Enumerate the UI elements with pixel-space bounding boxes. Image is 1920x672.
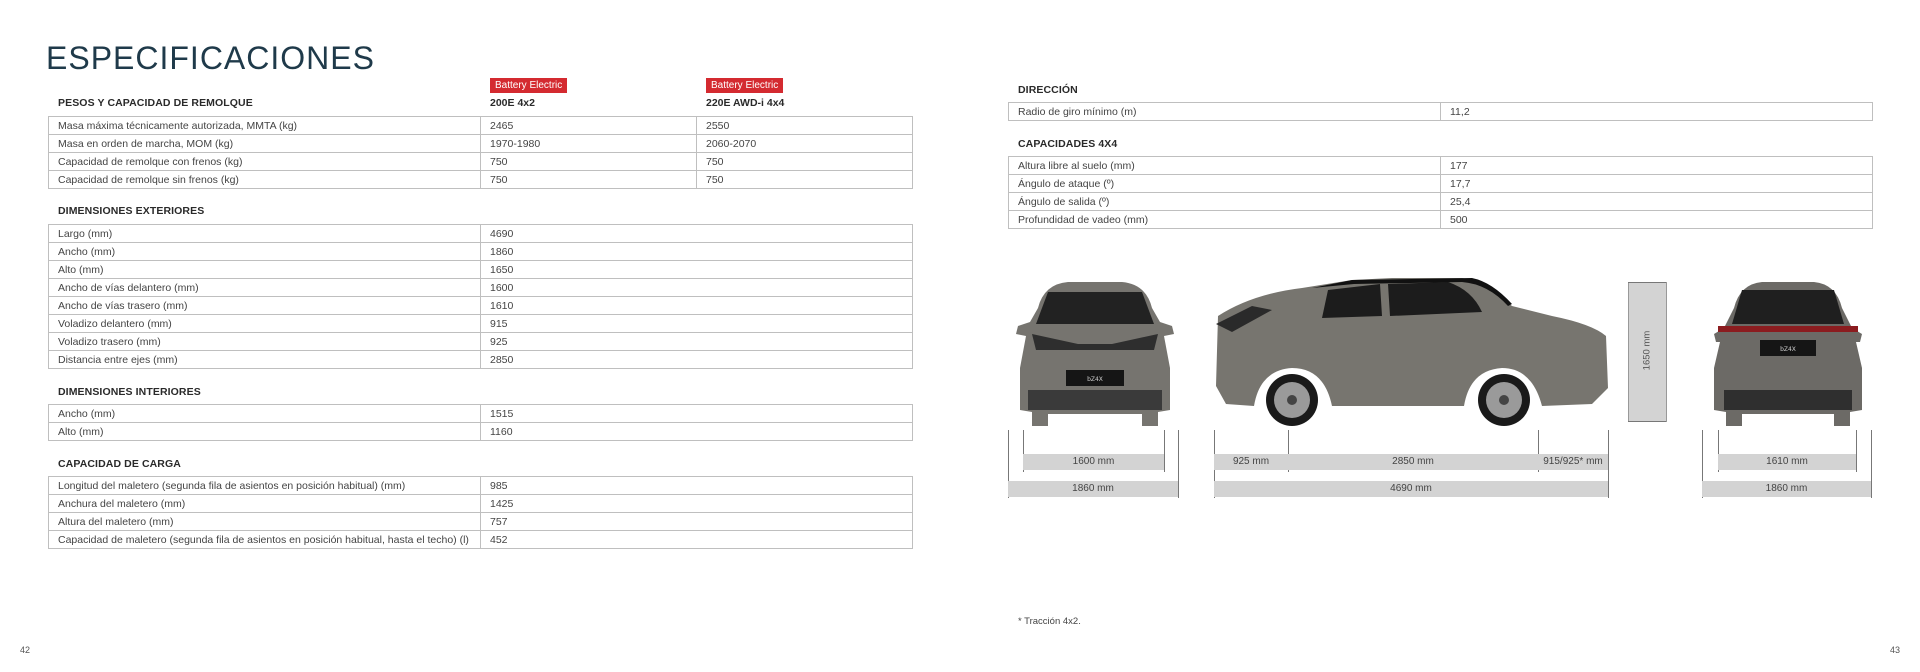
- table-row: Ancho de vías trasero (mm) 1610: [49, 297, 913, 315]
- pesos-table: [48, 116, 913, 189]
- front-model-badge: bZ4X: [1087, 376, 1103, 383]
- table-row: Ancho (mm) 1515: [49, 405, 913, 423]
- section-interiores-title: DIMENSIONES INTERIORES: [58, 386, 201, 398]
- car-side-view: [1212, 276, 1612, 426]
- car-front-view: [1008, 278, 1182, 428]
- table-row: Capacidad de maletero (segunda fila de asientos en posición habitual, hasta el techo) (l) 452: [49, 531, 913, 549]
- table-row: Ancho de vías delantero (mm) 1600: [49, 279, 913, 297]
- table-row: Distancia entre ejes (mm) 2850: [49, 351, 913, 369]
- table-row: Ángulo de ataque (º) 17,7: [1009, 175, 1873, 193]
- interiores-table: [48, 404, 913, 441]
- height-line-right: [1666, 282, 1667, 422]
- table-row: Voladizo delantero (mm) 915: [49, 315, 913, 333]
- page-number-right: 43: [1889, 645, 1900, 655]
- column-220e: 220E AWD-i 4x4: [706, 97, 785, 109]
- height-label: 1650 mm: [1641, 330, 1653, 371]
- page-title: ESPECIFICACIONES: [46, 40, 375, 76]
- battery-electric-badge-2: Battery Electric: [706, 78, 783, 93]
- page-number-left: 42: [20, 645, 31, 655]
- section-exteriores-title: DIMENSIONES EXTERIORES: [58, 205, 205, 217]
- column-200e: 200E 4x2: [490, 97, 535, 109]
- front-overhang-label: 925 mm: [1232, 456, 1270, 467]
- battery-electric-badge-1: Battery Electric: [490, 78, 567, 93]
- table-row: Anchura del maletero (mm) 1425: [49, 495, 913, 513]
- rear-guide-right: [1856, 430, 1857, 472]
- wheelbase-label: 2850 mm: [1392, 456, 1434, 467]
- front-track-bar: 1600 mm: [1023, 454, 1164, 470]
- section-pesos-title: PESOS Y CAPACIDAD DE REMOLQUE: [58, 97, 253, 109]
- car-rear-view: [1702, 278, 1874, 428]
- table-row: Profundidad de vadeo (mm) 500: [1009, 211, 1873, 229]
- rear-width-bar: 1860 mm: [1702, 481, 1871, 497]
- rear-overhang-label: 915/925* mm: [1543, 456, 1603, 467]
- front-outer-right: [1178, 430, 1179, 498]
- table-row: Capacidad de remolque sin frenos (kg) 750 750: [49, 171, 913, 189]
- direccion-table: [1008, 102, 1873, 121]
- table-row: Altura del maletero (mm) 757: [49, 513, 913, 531]
- exteriores-table: [48, 224, 913, 369]
- table-row: Voladizo trasero (mm) 925: [49, 333, 913, 351]
- carga-table: [48, 476, 913, 549]
- height-tick-top: [1628, 282, 1666, 283]
- length-bar: 4690 mm: [1214, 481, 1608, 497]
- side-outer-right: [1608, 430, 1609, 498]
- footnote: * Tracción 4x2.: [1018, 616, 1081, 627]
- front-guide-right: [1164, 430, 1165, 472]
- section-direccion-title: DIRECCIÓN: [1018, 84, 1078, 96]
- table-row: Capacidad de remolque con frenos (kg) 750 750: [49, 153, 913, 171]
- table-row: Alto (mm) 1160: [49, 423, 913, 441]
- table-row: Ancho (mm) 1860: [49, 243, 913, 261]
- front-width-bar: 1860 mm: [1008, 481, 1178, 497]
- rear-outer-right: [1871, 430, 1872, 498]
- table-row: Masa máxima técnicamente autorizada, MMTA (kg) 2465 2550: [49, 117, 913, 135]
- table-row: Longitud del maletero (segunda fila de asientos en posición habitual) (mm) 985: [49, 477, 913, 495]
- table-row: Altura libre al suelo (mm) 177: [1009, 157, 1873, 175]
- section-carga-title: CAPACIDAD DE CARGA: [58, 458, 181, 470]
- section-4x4-title: CAPACIDADES 4X4: [1018, 138, 1118, 150]
- table-row: Alto (mm) 1650: [49, 261, 913, 279]
- table-row: Masa en orden de marcha, MOM (kg) 1970-1980 2060-2070: [49, 135, 913, 153]
- table-row: Radio de giro mínimo (m) 11,2: [1009, 103, 1873, 121]
- height-tick-bottom: [1628, 421, 1666, 422]
- table-row: Largo (mm) 4690: [49, 225, 913, 243]
- capacidades-4x4-table: [1008, 156, 1873, 229]
- table-row: Ángulo de salida (º) 25,4: [1009, 193, 1873, 211]
- rear-model-badge: bZ4X: [1780, 346, 1796, 353]
- rear-track-bar: 1610 mm: [1718, 454, 1856, 470]
